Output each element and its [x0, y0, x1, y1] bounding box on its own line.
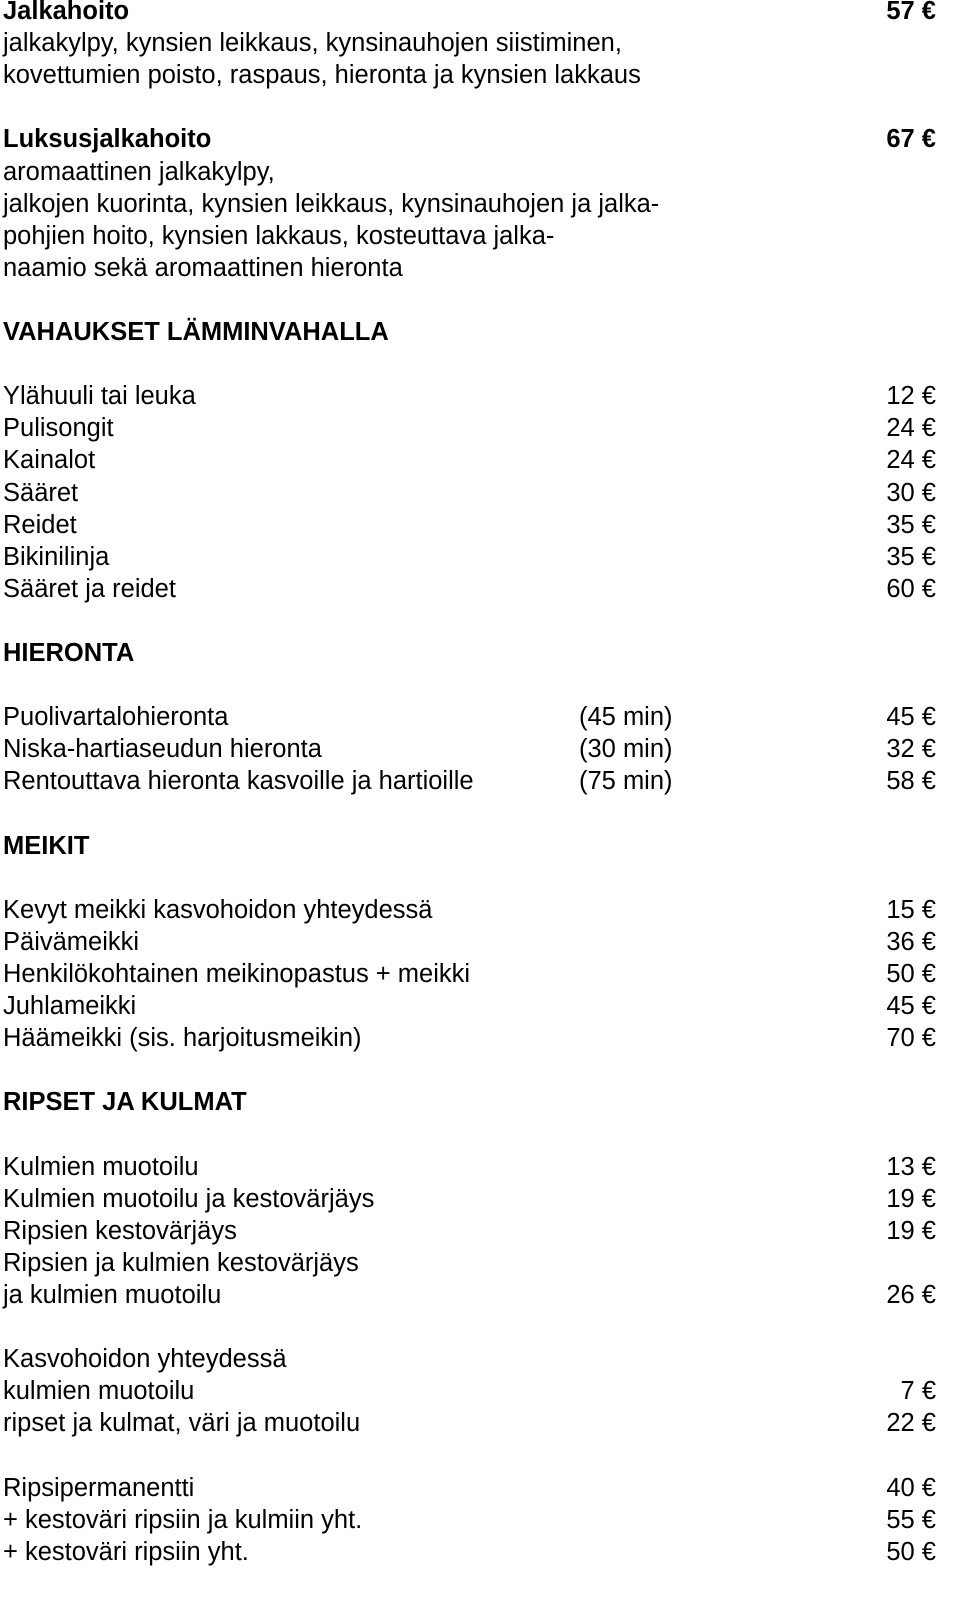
item-price: 45 € — [886, 992, 936, 1021]
item-price: 60 € — [886, 574, 936, 603]
item-label: Puolivartalohieronta — [3, 703, 229, 732]
price-row — [3, 894, 960, 927]
item-label: Pulisongit — [3, 414, 114, 443]
item-price: 35 € — [886, 510, 936, 539]
text-line — [3, 348, 960, 381]
section-heading — [3, 637, 960, 670]
item-label: HIERONTA — [3, 639, 135, 667]
text-line — [3, 27, 960, 60]
item-price: 55 € — [886, 1505, 936, 1534]
item-price: 50 € — [886, 1537, 936, 1566]
item-label: Kasvohoidon yhteydessä — [3, 1345, 287, 1374]
item-price: 22 € — [886, 1409, 936, 1438]
item-price: 70 € — [886, 1024, 936, 1053]
item-price: 7 € — [900, 1377, 936, 1406]
text-line — [3, 605, 960, 638]
price-row — [3, 541, 960, 574]
item-price: 57 € — [886, 0, 936, 25]
item-price: 13 € — [886, 1152, 936, 1181]
item-label: Häämeikki (sis. harjoitusmeikin) — [3, 1024, 362, 1053]
item-label: Kainalot — [3, 446, 96, 475]
item-label: Kulmien muotoilu — [3, 1152, 199, 1181]
item-duration: (30 min) — [579, 735, 673, 764]
item-price: 12 € — [886, 382, 936, 411]
price-row — [3, 1536, 960, 1569]
price-row — [3, 701, 960, 734]
section-heading — [3, 0, 960, 28]
section-heading — [3, 830, 960, 863]
item-label: kovettumien poisto, raspaus, hieronta ja kynsien lakkaus — [3, 61, 641, 90]
text-line — [3, 1054, 960, 1087]
price-row — [3, 573, 960, 606]
item-price: 35 € — [886, 542, 936, 571]
item-label: Jalkahoito — [3, 0, 130, 25]
price-row — [3, 380, 960, 413]
item-duration: (75 min) — [579, 767, 673, 796]
item-price: 26 € — [886, 1281, 936, 1309]
section-heading — [3, 1086, 960, 1119]
item-label: Juhlameikki — [3, 992, 137, 1021]
price-row — [3, 412, 960, 445]
section-heading — [3, 123, 960, 156]
item-label: Ripsipermanentti — [3, 1473, 195, 1502]
item-label: + kestoväri ripsiin yht. — [3, 1537, 249, 1566]
item-label: MEIKIT — [3, 831, 90, 860]
item-label: Henkilökohtainen meikinopastus + meikki — [3, 960, 471, 988]
item-label: Sääret ja reidet — [3, 574, 176, 603]
item-duration: (45 min) — [579, 703, 673, 732]
item-price: 58 € — [886, 767, 936, 796]
item-label: ja kulmien muotoilu — [3, 1281, 222, 1309]
item-price: 50 € — [886, 960, 936, 988]
item-label: jalkakylpy, kynsien leikkaus, kynsinauhojen siistiminen, — [3, 29, 622, 58]
item-label: kulmien muotoilu — [3, 1377, 195, 1406]
item-price: 40 € — [886, 1473, 936, 1502]
price-row — [3, 509, 960, 542]
item-price: 15 € — [886, 895, 936, 924]
price-row — [3, 1407, 960, 1440]
text-line — [3, 220, 960, 253]
text-line — [3, 669, 960, 702]
price-row — [3, 958, 960, 991]
text-line — [3, 1440, 960, 1473]
price-row — [3, 1215, 960, 1248]
price-row — [3, 1151, 960, 1184]
item-label: + kestoväri ripsiin ja kulmiin yht. — [3, 1505, 363, 1534]
item-label: jalkojen kuorinta, kynsien leikkaus, kynsinauhojen ja jalka- — [3, 189, 660, 218]
text-line — [3, 91, 960, 124]
item-price: 32 € — [886, 735, 936, 764]
text-line — [3, 59, 960, 92]
item-price: 24 € — [886, 446, 936, 475]
item-label: Ylähuuli tai leuka — [3, 382, 196, 411]
text-line — [3, 1247, 960, 1280]
price-row — [3, 1183, 960, 1216]
text-line — [3, 188, 960, 221]
text-line — [3, 1119, 960, 1152]
item-label: Kevyt meikki kasvohoidon yhteydessä — [3, 895, 433, 924]
price-row — [3, 765, 960, 798]
item-label: Ripsien ja kulmien kestovärjäys — [3, 1248, 359, 1277]
item-label: RIPSET JA KULMAT — [3, 1088, 247, 1117]
text-line — [3, 156, 960, 189]
price-row — [3, 1375, 960, 1408]
item-label: pohjien hoito, kynsien lakkaus, kosteuttava jalka- — [3, 221, 555, 250]
item-label: Bikinilinja — [3, 542, 110, 571]
item-label: Reidet — [3, 510, 77, 539]
price-row — [3, 1504, 960, 1537]
price-row — [3, 477, 960, 510]
text-line — [3, 1343, 960, 1376]
price-row — [3, 990, 960, 1023]
item-price: 67 € — [886, 125, 936, 154]
item-label: Kulmien muotoilu ja kestovärjäys — [3, 1184, 375, 1213]
item-label: VAHAUKSET LÄMMINVAHALLA — [3, 318, 389, 346]
text-line — [3, 252, 960, 285]
text-line — [3, 798, 960, 831]
item-price: 36 € — [886, 927, 936, 956]
item-label: Luksusjalkahoito — [3, 125, 212, 154]
item-label: Rentouttava hieronta kasvoille ja hartioille — [3, 767, 474, 796]
item-price: 30 € — [886, 478, 936, 507]
text-line — [3, 1311, 960, 1344]
section-heading — [3, 316, 960, 349]
item-label: Niska-hartiaseudun hieronta — [3, 735, 322, 764]
item-label: naamio sekä aromaattinen hieronta — [3, 253, 403, 282]
item-label: Päivämeikki — [3, 927, 140, 956]
item-label: aromaattinen jalkakylpy, — [3, 157, 275, 186]
item-price: 19 € — [886, 1184, 936, 1213]
text-line — [3, 284, 960, 317]
text-line — [3, 862, 960, 895]
item-price: 19 € — [886, 1216, 936, 1245]
price-row — [3, 1279, 960, 1312]
price-row — [3, 1472, 960, 1505]
price-row — [3, 1022, 960, 1055]
item-label: Sääret — [3, 478, 79, 507]
price-row — [3, 926, 960, 959]
price-row — [3, 444, 960, 477]
price-row — [3, 733, 960, 766]
item-label: Ripsien kestovärjäys — [3, 1216, 237, 1245]
item-price: 45 € — [886, 703, 936, 732]
item-price: 24 € — [886, 414, 936, 443]
item-label: ripset ja kulmat, väri ja muotoilu — [3, 1409, 361, 1438]
